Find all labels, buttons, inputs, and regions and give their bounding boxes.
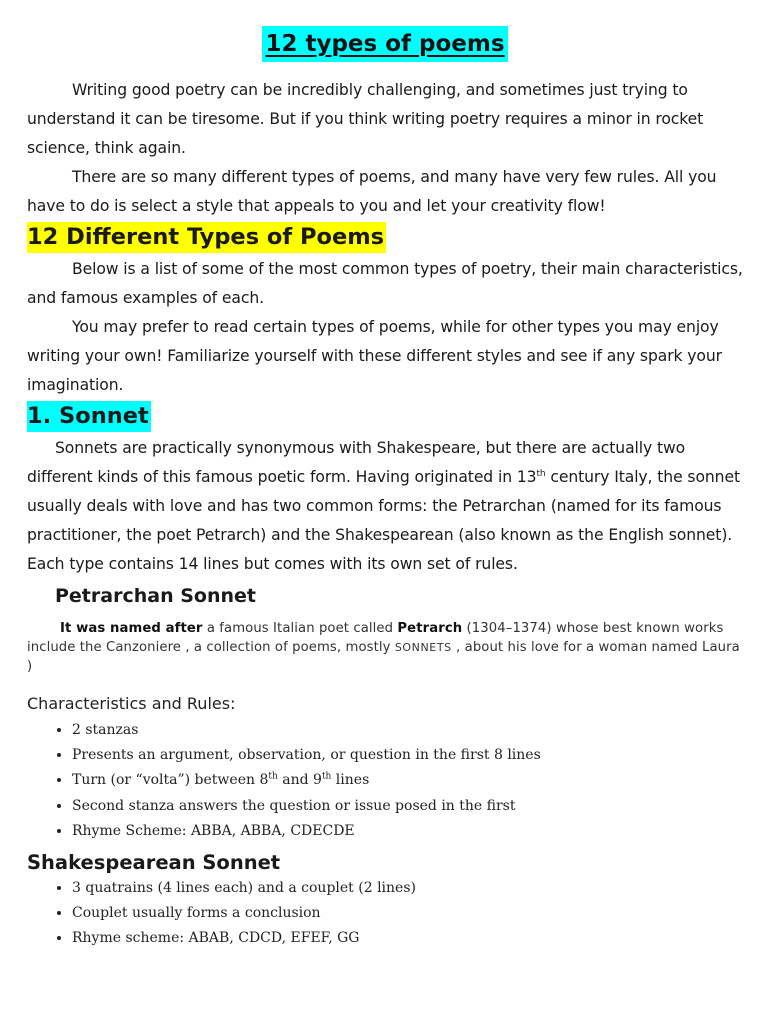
types-paragraph-2: You may prefer to read certain types of poems, while for other types you may enjoy writing your own! Familiarize yourself with these different styles and see if any spark your imagination. [27, 318, 722, 394]
intro-paragraph-1: Writing good poetry can be incredibly challenging, and sometimes just trying to understand it can be tiresome. But if you think writing poetry requires a minor in rocket science, think again. [27, 81, 704, 157]
petrarchan-desc-bold-1: It was named after [60, 621, 203, 636]
sonnet-heading: 1. Sonnet [27, 401, 151, 432]
intro-paragraph-2: There are so many different types of poems, and many have very few rules. All you have to do is select a style that appeals to you and let your creativity flow! [27, 168, 717, 215]
list-item: • Rhyme scheme: ABAB, CDCD, EFEF, GG [72, 926, 743, 951]
shakespearean-heading: Shakespearean Sonnet [27, 851, 281, 875]
petrarchan-heading: Petrarchan Sonnet [55, 585, 256, 607]
document-page [27, 26, 743, 952]
petrarchan-desc-text-2: (1304–1374) whose best known works include the Canzoniere , a collection of poems, mostly [27, 621, 724, 655]
types-paragraph-1: Below is a list of some of the most common types of poetry, their main characteristics, and famous examples of each. [27, 260, 743, 307]
list-item: • Second stanza answers the question or issue posed in the first [72, 794, 743, 819]
list-item: • 2 stanzas [72, 718, 743, 743]
sonnet-heading-block [27, 401, 743, 434]
list-item: • Rhyme Scheme: ABBA, ABBA, CDECDE [72, 819, 743, 844]
petrarchan-rules-list [27, 718, 743, 844]
petrarchan-description [27, 619, 743, 676]
types-heading: 12 Different Types of Poems [27, 222, 386, 253]
volta-text-c: lines [331, 772, 370, 789]
sonnet-superscript: th [536, 468, 546, 479]
list-item: • 3 quatrains (4 lines each) and a couplet (2 lines) [72, 876, 743, 901]
petrarchan-desc-text-3: , about his love for a woman named Laura ) [27, 640, 740, 674]
volta-text-a: Turn (or “volta”) between 8 [72, 772, 269, 789]
list-item [72, 768, 743, 793]
sonnet-text-part1: Sonnets are practically synonymous with Shakespeare, but there are actually two different kinds of this famous poetic form. Having originated in 13 [27, 439, 686, 486]
volta-sup-2: th [321, 771, 332, 782]
list-item: • Presents an argument, observation, or question in the first 8 lines [72, 743, 743, 768]
petrarchan-desc-text-1: a famous Italian poet called [202, 621, 398, 636]
volta-sup-1: th [268, 771, 278, 782]
sonnet-text-part2: century Italy, the sonnet usually deals with love and has two common forms: the Petrarchan (named for its famous practitioner, the poet Petrarch) and the Shakespearean (also known as the English sonnet). Each type contains 14 lines but comes with its own set of rules. [27, 468, 740, 573]
title-wrap [27, 26, 743, 62]
petrarchan-desc-smallcaps: SONNETS [394, 641, 452, 654]
sonnet-paragraph [27, 434, 743, 579]
volta-text-b: and 9 [277, 772, 322, 789]
petrarchan-desc-bold-2: Petrarch [397, 621, 463, 636]
shakespearean-rules-list [27, 876, 743, 952]
document-title: 12 types of poems [262, 26, 507, 62]
characteristics-label: Characteristics and Rules: [27, 694, 236, 713]
types-heading-block [27, 222, 743, 255]
list-item: • Couplet usually forms a conclusion [72, 901, 743, 926]
